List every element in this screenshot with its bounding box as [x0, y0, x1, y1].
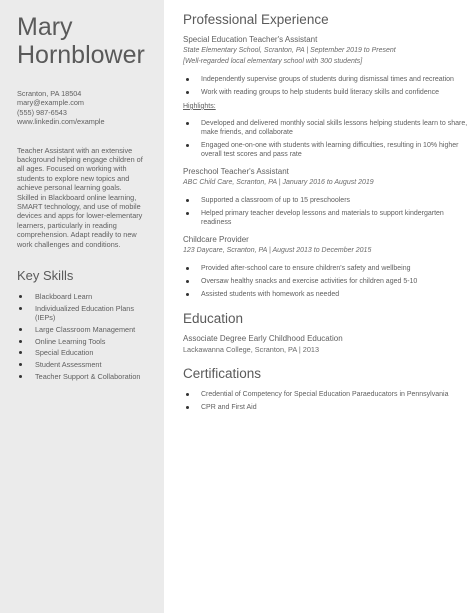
skill-item: Online Learning Tools — [17, 337, 145, 346]
job-title: Special Education Teacher's Assistant — [183, 35, 318, 44]
certifications-heading: Certifications — [183, 365, 262, 381]
job-bullet: Provided after-school care to ensure children's safety and wellbeing — [183, 264, 468, 273]
job-bullets — [183, 264, 468, 299]
education-degree: Associate Degree Early Childhood Education — [183, 333, 343, 343]
skills-list — [17, 292, 154, 381]
experience-heading: Professional Experience — [183, 12, 329, 27]
job-bullet: Helped primary teacher develop lessons and materials to support kindergarten readiness — [183, 209, 468, 227]
education-heading: Education — [183, 310, 244, 326]
first-name: Mary — [17, 13, 73, 41]
skills-heading: Key Skills — [17, 268, 74, 284]
skill-item: Student Assessment — [17, 360, 145, 369]
highlights-label: Highlights: — [183, 102, 216, 110]
summary-text: Teacher Assistant with an extensive background helping engage children of all ages. Focused on working with students to explore new topics and achieve personal learning goals. Skilled in Blackboard online learning, SMART technology, and use of mobile devices and apps for lower-elementary learners, particularly in reading comprehension. Adapt readily to new work challenges and conditions. — [17, 145, 143, 249]
job-title: Childcare Provider — [183, 235, 249, 245]
skill-item: Special Education — [17, 348, 145, 357]
job-entry — [183, 167, 468, 227]
job-meta: ABC Child Care, Scranton, PA | January 2016 to August 2019 — [183, 179, 374, 187]
contact-location: Scranton, PA 18504 — [17, 89, 82, 98]
highlights-bullets — [183, 119, 468, 159]
job-bullet: Oversaw healthy snacks and exercise activities for children aged 5-10 — [183, 277, 468, 286]
contact-linkedin[interactable]: www.linkedin.com/example — [17, 117, 105, 127]
contact-info — [17, 89, 154, 127]
job-bullets — [183, 75, 468, 97]
skill-item: Individualized Education Plans (IEPs) — [17, 304, 145, 322]
job-meta: State Elementary School, Scranton, PA | September 2019 to Present — [183, 47, 396, 54]
job-entry — [183, 235, 468, 299]
skill-item: Teacher Support & Collaboration — [17, 372, 145, 381]
contact-phone: (555) 987-6543 — [17, 107, 67, 117]
last-name: Hornblower — [17, 41, 145, 69]
certifications-section — [183, 366, 468, 412]
main-content — [183, 12, 468, 415]
job-meta: 123 Daycare, Scranton, PA | August 2013 to December 2015 — [183, 247, 372, 255]
candidate-name — [17, 13, 154, 69]
job-entry — [183, 35, 468, 159]
job-bullet: Independently supervise groups of students during dismissal times and recreation — [183, 75, 468, 84]
contact-email[interactable]: mary@example.com — [17, 98, 85, 108]
job-bullet: Assisted students with homework as needed — [183, 290, 468, 299]
job-note: [Well-regarded local elementary school with 300 students] — [183, 58, 363, 65]
sidebar — [0, 0, 164, 613]
job-bullet: Work with reading groups to help students build literacy skills and confidence — [183, 88, 468, 97]
highlight-bullet: Engaged one-on-one with students with learning difficulties, resulting in 10% higher overall test scores and pass rate — [183, 141, 468, 159]
education-section — [183, 311, 468, 354]
certification-item: CPR and First Aid — [183, 403, 468, 412]
skill-item: Blackboard Learn — [17, 292, 145, 301]
education-school: Lackawanna College, Scranton, PA | 2013 — [183, 344, 320, 354]
job-bullet: Supported a classroom of up to 15 preschoolers — [183, 196, 468, 205]
certifications-list — [183, 390, 468, 412]
skill-item: Large Classroom Management — [17, 325, 145, 334]
job-bullets — [183, 196, 468, 227]
job-title: Preschool Teacher's Assistant — [183, 167, 289, 177]
certification-item: Credential of Competency for Special Education Paraeducators in Pennsylvania — [183, 390, 468, 399]
highlight-bullet: Developed and delivered monthly social skills lessons helping students learn to share, make friends, and collaborate — [183, 119, 468, 137]
